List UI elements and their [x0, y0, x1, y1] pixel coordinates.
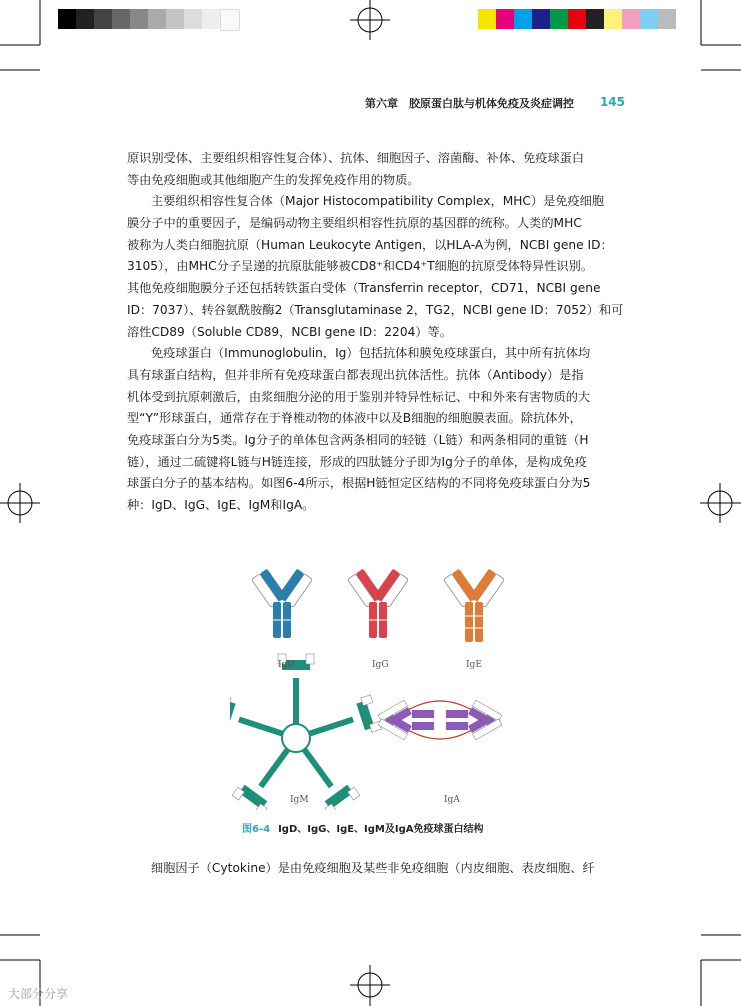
watermark: 大部分分享 [8, 987, 69, 1001]
text-line: 其他免疫细胞膜分子还包括转铁蛋白受体（Transferrin receptor，CD71，NCBI gene [127, 281, 601, 296]
igg-structure [347, 569, 408, 638]
text-line: 原识别受体、主要组织相容性复合体）、抗体、细胞因子、溶菌酶、补体、免疫球蛋白 [127, 151, 585, 165]
immunoglobulin-figure [230, 560, 520, 810]
igg-label: IgG [372, 660, 389, 670]
text-line: 型“Y”形球蛋白，通常存在于脊椎动物的体液中以及B细胞的细胞膜表面。除抗体外， [127, 411, 582, 426]
text-line: 等由免疫细胞或其他细胞产生的发挥免疫作用的物质。 [127, 172, 420, 187]
chapter-title: 第六章 胶原蛋白肽与机体免疫及炎症调控 [365, 97, 574, 110]
registration-mark-top [350, 0, 390, 40]
figure-caption [242, 820, 484, 835]
text-line: 细胞因子（Cytokine）是由免疫细胞及某些非免疫细胞（内皮细胞、表皮细胞、纤 [151, 861, 595, 875]
text-line: ID：7037）、转谷氨酰胺酶2（Transglutaminase 2，TG2，NCBI gene ID：7052）和可 [127, 302, 624, 317]
igd-label: IgD [278, 660, 295, 670]
figure-number: 图6-4 [242, 824, 271, 835]
registration-mark-right [700, 483, 741, 523]
iga-structure [378, 700, 502, 740]
text-line: 3105），由MHC分子呈递的抗原肽能够被CD8⁺和CD4⁺T细胞的抗原受体特异性识别。 [127, 259, 593, 274]
text-line: 链），通过二硫键将L链与H链连接，形成的四肽链分子即为Ig分子的单体，是构成免疫 [127, 454, 587, 469]
body-text-block-2 [127, 858, 627, 880]
text-line: 溶性CD89（Soluble CD89，NCBI gene ID：2204）等。 [127, 324, 452, 339]
figure-caption-text: IgD、IgG、IgE、IgM及IgA免疫球蛋白结构 [278, 824, 484, 835]
page-number: 145 [599, 95, 625, 109]
iga-label: IgA [444, 795, 460, 805]
igm-structure [230, 654, 381, 810]
igm-label: IgM [290, 795, 309, 805]
running-header [365, 95, 625, 111]
ige-structure [443, 569, 504, 642]
text-line: 球蛋白分子的基本结构。如图6-4所示，根据H链恒定区结构的不同将免疫球蛋白分为5 [127, 476, 591, 491]
registration-mark-bottom [350, 965, 390, 1006]
text-line: 种：IgD、IgG、IgE、IgM和IgA。 [127, 498, 315, 512]
text-line: 免疫球蛋白分为5类。Ig分子的单体包含两条相同的轻链（L链）和两条相同的重链（H [127, 432, 589, 447]
text-line: 膜分子中的重要因子，是编码动物主要组织相容性抗原的基因群的统称。人类的MHC [127, 216, 582, 231]
igd-structure [251, 569, 312, 638]
ige-label: IgE [466, 660, 482, 670]
text-line: 机体受到抗原刺激后，由浆细胞分泌的用于鉴别并特异性标记、中和外来有害物质的大 [127, 389, 591, 404]
body-text-block-1 [127, 148, 627, 517]
text-line: 主要组织相容性复合体（Major Histocompatibility Complex，MHC）是免疫细胞 [151, 194, 605, 209]
text-line: 被称为人类白细胞抗原（Human Leukocyte Antigen，以HLA-A为例，NCBI gene ID： [127, 237, 613, 252]
registration-mark-left [0, 483, 40, 523]
text-line: 免疫球蛋白（Immunoglobulin，Ig）包括抗体和膜免疫球蛋白，其中所有抗体均 [151, 346, 591, 361]
text-line: 具有球蛋白结构，但并非所有免疫球蛋白都表现出抗体活性。抗体（Antibody）是指 [127, 367, 584, 382]
